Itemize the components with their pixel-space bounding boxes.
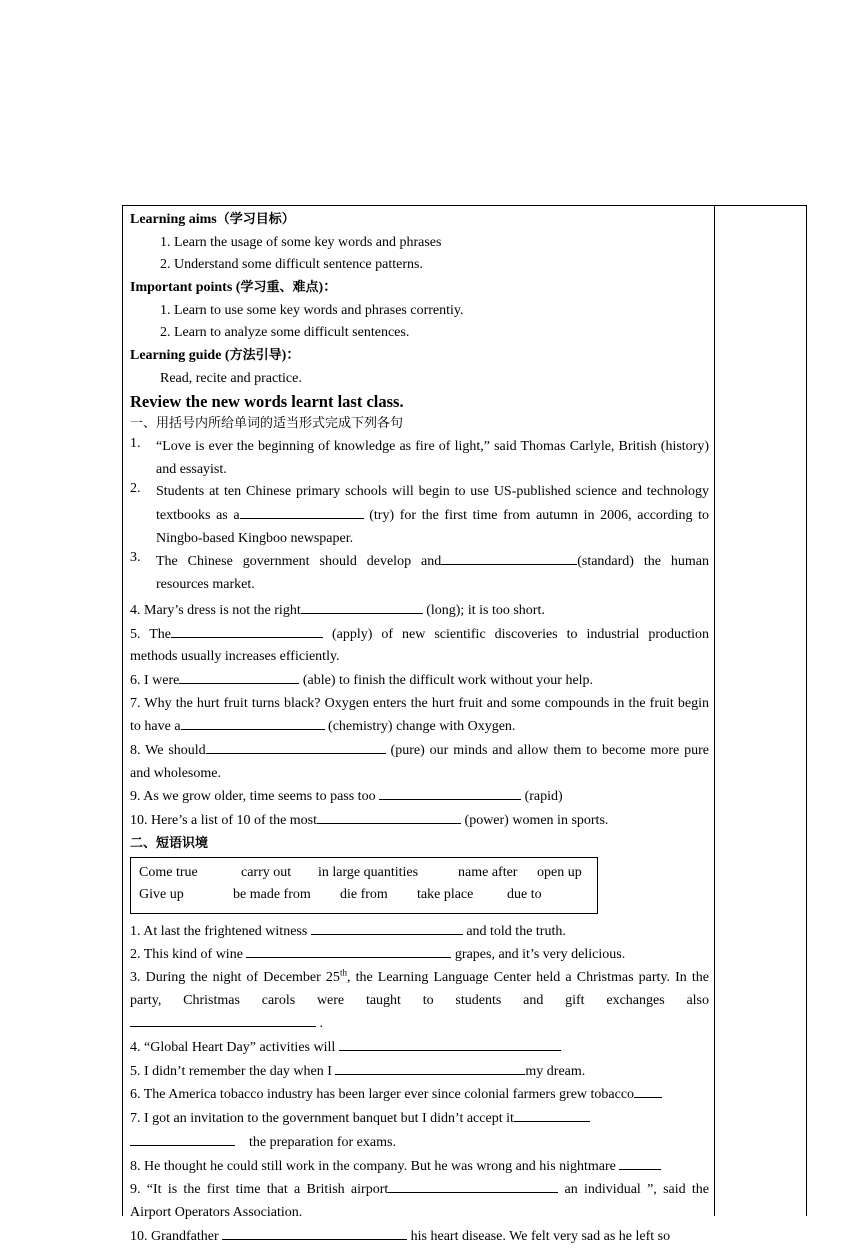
answer-blank[interactable] [246,943,451,958]
phrase: Come true [139,864,198,880]
guide-text: Read, recite and practice. [160,370,302,386]
question-1-8: 8. We should (pure) our minds and allow them to become more pure and wholesome. [130,739,709,785]
phrase: Give up [139,887,184,903]
question-2-7: 7. I got an invitation to the government banquet but I didn’t accept it the preparation for exams. [130,1107,709,1154]
answer-blank[interactable] [311,920,463,935]
section2-title: 二、短语识境 [130,835,209,851]
question-2-8: 8. He thought he could still work in the company. But he was wrong and his nightmare [130,1155,709,1179]
phrase: in large quantities [318,864,419,880]
question-1-5: 5. The (apply) of new scientific discoveries to industrial production methods usually increases efficiently. [130,623,709,669]
answer-blank[interactable] [222,1225,407,1240]
answer-blank[interactable] [379,785,521,800]
answer-blank[interactable] [130,1131,235,1146]
answer-blank[interactable] [388,1178,558,1193]
phrase: carry out [241,864,292,880]
answer-blank[interactable] [240,504,364,519]
aims-item: 1. Learn the usage of some key words and phrases [160,234,442,250]
question-1-10: 10. Here’s a list of 10 of the most (power) women in sports. [130,809,709,833]
points-heading: Important points (学习重、难点)： [130,280,338,296]
question-2-5: 5. I didn’t remember the day when I my dream. [130,1060,709,1084]
aims-heading: Learning aims（学习目标） [130,212,295,227]
answer-blank[interactable] [171,623,323,638]
aims-item: 2. Understand some difficult sentence patterns. [160,257,423,273]
question-2-1: 1. At last the frightened witness and told the truth. [130,920,709,944]
answer-blank[interactable] [339,1036,561,1051]
question-2-6: 6. The America tobacco industry has been larger ever since colonial farmers grew tobacco [130,1083,709,1107]
answer-blank[interactable] [317,809,461,824]
section1-title: 一、用括号内所给单词的适当形式完成下列各句 [130,416,404,432]
phrase: name after [458,864,518,880]
question-1-7: 7. Why the hurt fruit turns black? Oxygen enters the hurt fruit and some compounds in the fruit begin to have a (chemistry) change with Oxygen. [130,695,709,735]
question-1-3: 3. The Chinese government should develop and (standard) the human resources market. [130,550,709,593]
answer-blank[interactable] [514,1107,590,1122]
question-2-2: 2. This kind of wine grapes, and it’s very delicious. [130,943,709,967]
question-1-9: 9. As we grow older, time seems to pass too (rapid) [130,785,709,809]
answer-blank[interactable] [179,669,299,684]
table-column-divider [714,205,715,1216]
phrase: due to [507,887,542,903]
phrase: die from [340,887,388,903]
answer-blank[interactable] [634,1083,662,1098]
answer-blank[interactable] [301,599,423,614]
question-2-4: 4. “Global Heart Day” activities will [130,1036,709,1060]
phrase-row [139,884,589,907]
points-item: 2. Learn to analyze some difficult sentences. [160,325,410,341]
question-2-9: 9. “It is the first time that a British airport an individual ”, said the Airport Operators Association. [130,1178,709,1224]
points-item: 1. Learn to use some key words and phrases correntiy. [160,302,464,318]
phrase-box [130,857,598,914]
answer-blank[interactable] [181,715,325,730]
answer-blank[interactable] [130,1012,316,1027]
phrase: open up [537,864,582,880]
question-1-1: 1. “Love is ever the beginning of knowledge as fire of light,” said Thomas Carlyle, British (history) and essayist. [130,435,709,477]
answer-blank[interactable] [206,739,386,754]
guide-heading: Learning guide (方法引导)： [130,348,301,364]
answer-blank[interactable] [441,550,577,565]
question-1-2: 2. Students at ten Chinese primary schools will begin to use US-published science and technology textbooks as a (try) for the first time from autumn in 2006, according to Ningbo-based Kingboo newspaper. [130,481,709,546]
lesson-content [130,209,709,1248]
question-2-3: 3. During the night of December 25th, the Learning Language Center held a Christmas party. In the party, Christmas carols were taught to students and gift exchanges also . [130,967,709,1032]
answer-blank[interactable] [335,1060,525,1075]
question-2-10: 10. Grandfather his heart disease. We felt very sad as he left so [130,1225,709,1248]
review-heading: Review the new words learnt last class. [130,391,404,411]
phrase-row [139,862,589,885]
question-1-4: 4. Mary’s dress is not the right (long); it is too short. [130,599,709,623]
phrase: be made from [233,887,311,903]
question-1-6: 6. I were (able) to finish the difficult work without your help. [130,669,709,693]
answer-blank[interactable] [619,1155,661,1170]
phrase: take place [417,887,474,903]
